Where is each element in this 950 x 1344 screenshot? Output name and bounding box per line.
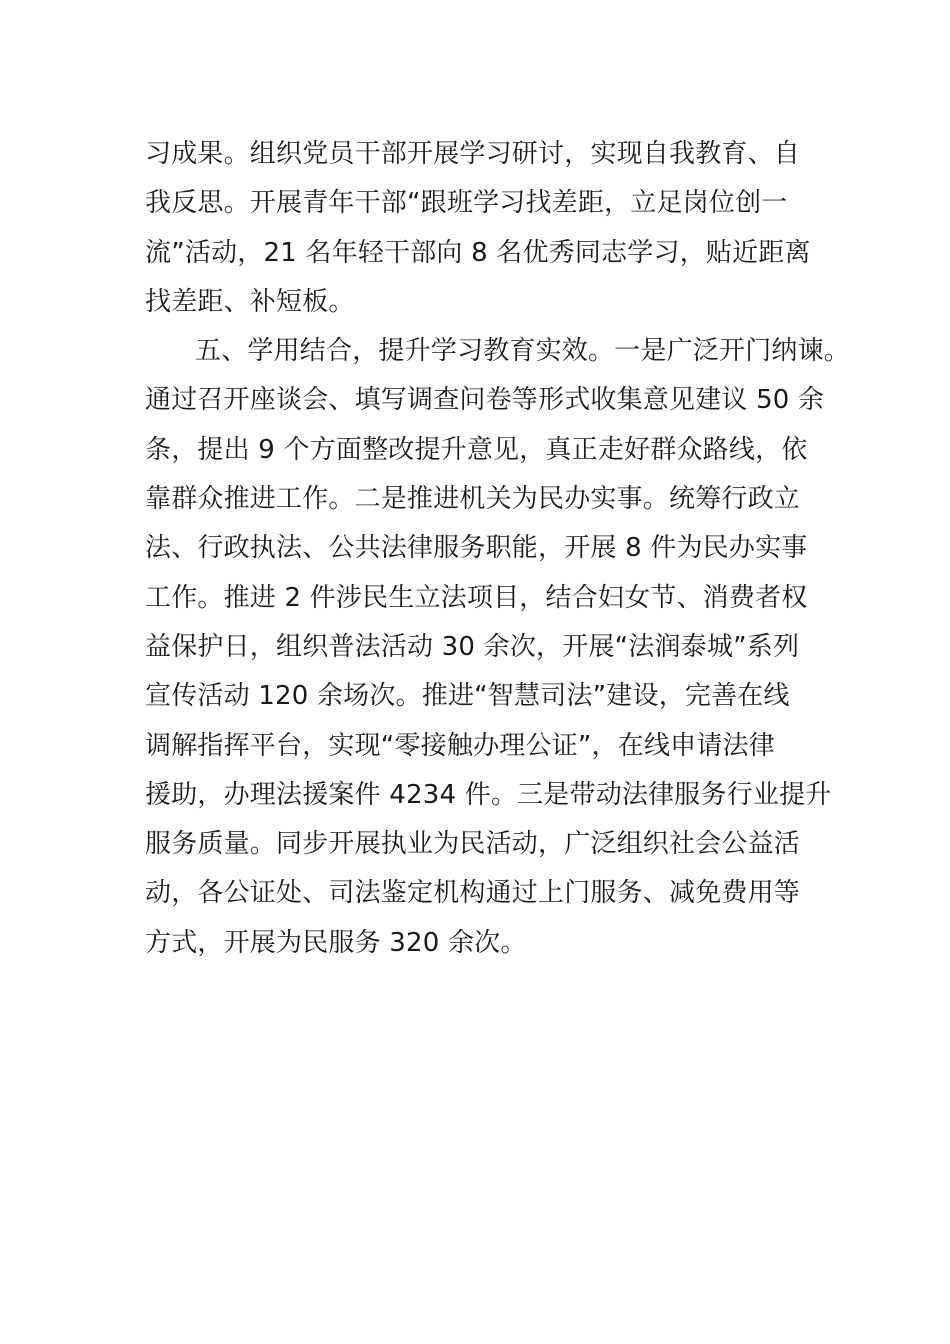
text-line: 我反思。开展青年干部“跟班学习找差距，立足岗位创一 — [145, 188, 788, 219]
text-line: 服务质量。同步开展执业为民活动，广泛组织社会公益活 — [145, 829, 801, 860]
text-line: 援助，办理法援案件 4234 件。三是带动法律服务行业提升 — [145, 779, 832, 810]
text-line: 调解指挥平台，实现“零接触办理公证”，在线申请法律 — [145, 730, 775, 761]
section-heading-line: 五、学用结合，提升学习教育实效。一是广泛开门纳谏。 — [195, 336, 851, 367]
text-line: 方式，开展为民服务 320 余次。 — [145, 927, 527, 958]
text-line: 益保护日，组织普法活动 30 余次，开展“法润泰城”系列 — [145, 631, 800, 662]
text-line: 动，各公证处、司法鉴定机构通过上门服务、减免费用等 — [145, 878, 801, 909]
text-line: 法、行政执法、公共法律服务职能，开展 8 件为民办实事 — [145, 533, 808, 564]
text-line: 条，提出 9 个方面整改提升意见，真正走好群众路线，依 — [145, 434, 808, 465]
body-text — [145, 130, 851, 968]
text-line: 习成果。组织党员干部开展学习研讨，实现自我教育、自 — [145, 139, 801, 169]
text-line: 通过召开座谈会、填写调查问卷等形式收集意见建议 50 余 — [145, 385, 825, 416]
text-line: 靠群众推进工作。二是推进机关为民办实事。统筹行政立 — [145, 484, 801, 515]
text-line: 流”活动，21 名年轻干部向 8 名优秀同志学习，贴近距离 — [145, 237, 811, 268]
text-line: 工作。推进 2 件涉民生立法项目，结合妇女节、消费者权 — [145, 582, 808, 613]
text-line: 找差距、补短板。 — [145, 286, 355, 317]
text-line: 宣传活动 120 余场次。推进“智慧司法”建设，完善在线 — [145, 681, 790, 712]
